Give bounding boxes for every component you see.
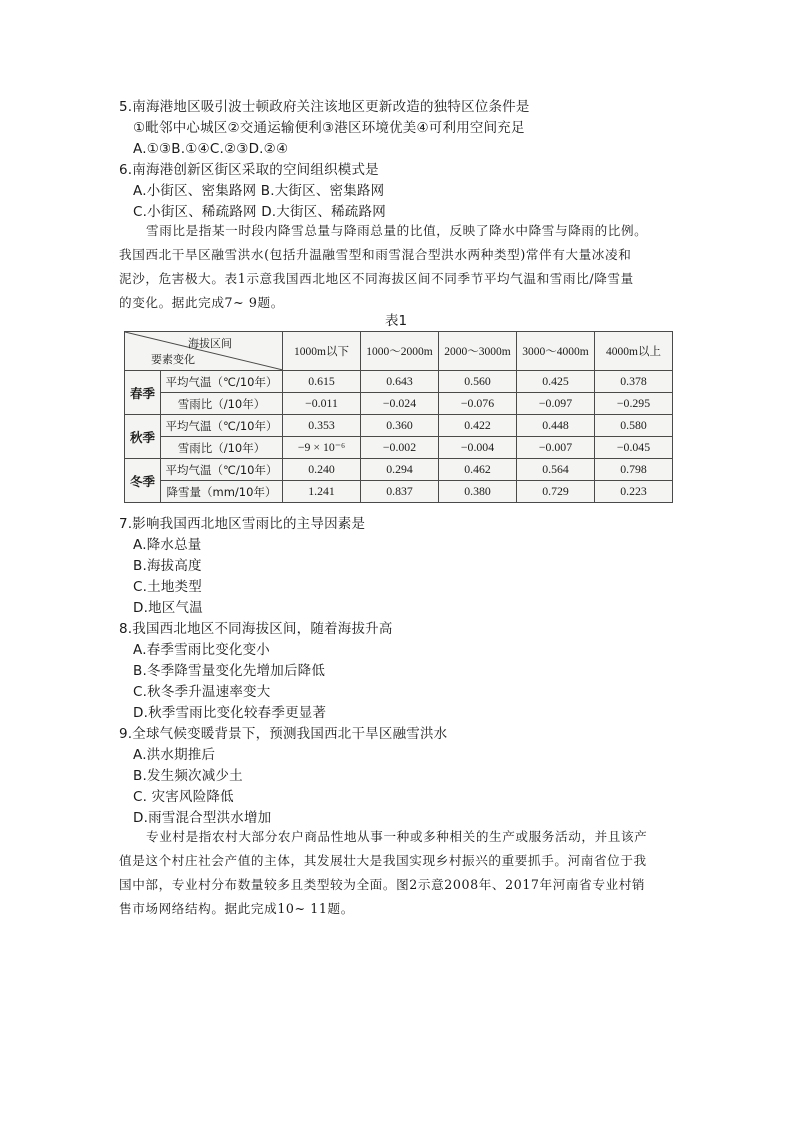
table-cell: −0.011 bbox=[283, 393, 361, 415]
table-cell: 0.615 bbox=[283, 371, 361, 393]
passage-snow-rain-ratio bbox=[119, 219, 647, 315]
table-cell: 0.837 bbox=[361, 481, 439, 503]
table-cell: 0.560 bbox=[439, 371, 517, 393]
passage2-line2: 值是这个村庄社会产值的主体，其发展壮大是我国实现乡村振兴的重要抓手。河南省位于我 bbox=[119, 853, 647, 868]
table-cell: −0.004 bbox=[439, 437, 517, 459]
q6-options-line2: C.小街区、稀疏路网 D.大街区、稀疏路网 bbox=[133, 204, 386, 220]
season-label: 冬季 bbox=[125, 459, 161, 503]
passage1-line2: 我国西北干旱区融雪洪水(包括升温融雪型和雨雪混合型洪水两种类型)常伴有大量冰凌和 bbox=[119, 247, 632, 262]
table-cell: −0.024 bbox=[361, 393, 439, 415]
q8-option-a: A.春季雪雨比变化变小 bbox=[133, 642, 270, 658]
corner-bottom-label: 要素变化 bbox=[151, 353, 195, 366]
q7-stem: 7.影响我国西北地区雪雨比的主导因素是 bbox=[119, 516, 366, 532]
corner-top-label: 海拔区间 bbox=[188, 337, 232, 350]
element-label: 平均气温（℃/10年） bbox=[161, 459, 283, 481]
q9-option-c: C. 灾害风险降低 bbox=[133, 789, 234, 805]
table-cell: 0.380 bbox=[439, 481, 517, 503]
season-label: 秋季 bbox=[125, 415, 161, 459]
table-cell: 0.353 bbox=[283, 415, 361, 437]
q8-option-b: B.冬季降雪量变化先增加后降低 bbox=[133, 663, 326, 679]
range-header: 2000～3000m bbox=[439, 332, 517, 371]
table-cell: 0.643 bbox=[361, 371, 439, 393]
table-cell: 0.448 bbox=[517, 415, 595, 437]
table-caption: 表1 bbox=[385, 313, 408, 329]
table-cell: 0.223 bbox=[595, 481, 673, 503]
q6-options-line1: A.小街区、密集路网 B.大街区、密集路网 bbox=[133, 183, 385, 199]
table-row bbox=[125, 437, 673, 459]
passage1-line4: 的变化。据此完成7~ 9题。 bbox=[119, 295, 284, 310]
table-cell: 0.294 bbox=[361, 459, 439, 481]
table-cell: 0.422 bbox=[439, 415, 517, 437]
q8-option-d: D.秋季雪雨比变化较春季更显著 bbox=[133, 705, 327, 721]
element-label: 平均气温（℃/10年） bbox=[161, 415, 283, 437]
table-cell: −0.076 bbox=[439, 393, 517, 415]
q8-stem: 8.我国西北地区不同海拔区间，随着海拔升高 bbox=[119, 621, 393, 637]
table-cell: 0.462 bbox=[439, 459, 517, 481]
range-header: 4000m以上 bbox=[595, 332, 673, 371]
table-cell: −0.097 bbox=[517, 393, 595, 415]
table-cell: 0.798 bbox=[595, 459, 673, 481]
season-label: 春季 bbox=[125, 371, 161, 415]
table-cell: 0.240 bbox=[283, 459, 361, 481]
range-header: 1000m以下 bbox=[283, 332, 361, 371]
q7-option-c: C.土地类型 bbox=[133, 579, 202, 595]
table-cell: 0.580 bbox=[595, 415, 673, 437]
table-row bbox=[125, 371, 673, 393]
table-corner-cell bbox=[125, 332, 283, 371]
passage2-line4: 售市场网络结构。据此完成10~ 11题。 bbox=[119, 901, 354, 916]
q6-stem: 6.南海港创新区街区采取的空间组织模式是 bbox=[119, 162, 379, 178]
table-row bbox=[125, 393, 673, 415]
table-cell: 0.360 bbox=[361, 415, 439, 437]
passage1-line1: 雪雨比是指某一时段内降雪总量与降雨总量的比值，反映了降水中降雪与降雨的比例。 bbox=[146, 223, 648, 238]
passage-specialized-villages bbox=[119, 825, 647, 921]
table-row bbox=[125, 459, 673, 481]
q9-option-a: A.洪水期推后 bbox=[133, 747, 216, 763]
element-label: 雪雨比（/10年） bbox=[161, 393, 283, 415]
passage1-line3: 泥沙，危害极大。表1示意我国西北地区不同海拔区间不同季节平均气温和雪雨比/降雪量 bbox=[119, 271, 634, 286]
table-cell: −0.295 bbox=[595, 393, 673, 415]
table-cell: 0.729 bbox=[517, 481, 595, 503]
element-label: 降雪量（mm/10年） bbox=[161, 481, 283, 503]
q5-items: ①毗邻中心城区②交通运输便利③港区环境优美④可利用空间充足 bbox=[133, 120, 525, 136]
passage2-line1: 专业村是指农村大部分农户商品性地从事一种或多种相关的生产或服务活动，并且该产 bbox=[146, 829, 648, 844]
q7-option-a: A.降水总量 bbox=[133, 537, 202, 553]
table-cell: 0.425 bbox=[517, 371, 595, 393]
q5-stem: 5.南海港地区吸引波士顿政府关注该地区更新改造的独特区位条件是 bbox=[119, 99, 530, 115]
element-label: 雪雨比（/10年） bbox=[161, 437, 283, 459]
q9-stem: 9.全球气候变暖背景下，预测我国西北干旱区融雪洪水 bbox=[119, 726, 448, 742]
table-cell: 0.564 bbox=[517, 459, 595, 481]
data-table bbox=[124, 331, 673, 503]
q7-option-d: D.地区气温 bbox=[133, 600, 203, 616]
passage2-line3: 国中部，专业村分布数量较多且类型较为全面。图2示意2008年、2017年河南省专业村销 bbox=[119, 877, 646, 892]
table-row bbox=[125, 481, 673, 503]
table-header-row bbox=[125, 332, 673, 371]
table-row bbox=[125, 415, 673, 437]
table-cell: 0.378 bbox=[595, 371, 673, 393]
q9-option-b: B.发生频次减少土 bbox=[133, 768, 243, 784]
range-header: 3000～4000m bbox=[517, 332, 595, 371]
q7-option-b: B.海拔高度 bbox=[133, 558, 202, 574]
table-cell: −0.002 bbox=[361, 437, 439, 459]
table-cell: −0.007 bbox=[517, 437, 595, 459]
range-header: 1000～2000m bbox=[361, 332, 439, 371]
element-label: 平均气温（℃/10年） bbox=[161, 371, 283, 393]
table-cell: 1.241 bbox=[283, 481, 361, 503]
q5-options: A.①③B.①④C.②③D.②④ bbox=[133, 141, 289, 157]
q8-option-c: C.秋冬季升温速率变大 bbox=[133, 684, 271, 700]
table-cell: −9 × 10⁻⁶ bbox=[283, 437, 361, 459]
q9-option-d: D.雨雪混合型洪水增加 bbox=[133, 810, 272, 826]
table-cell: −0.045 bbox=[595, 437, 673, 459]
